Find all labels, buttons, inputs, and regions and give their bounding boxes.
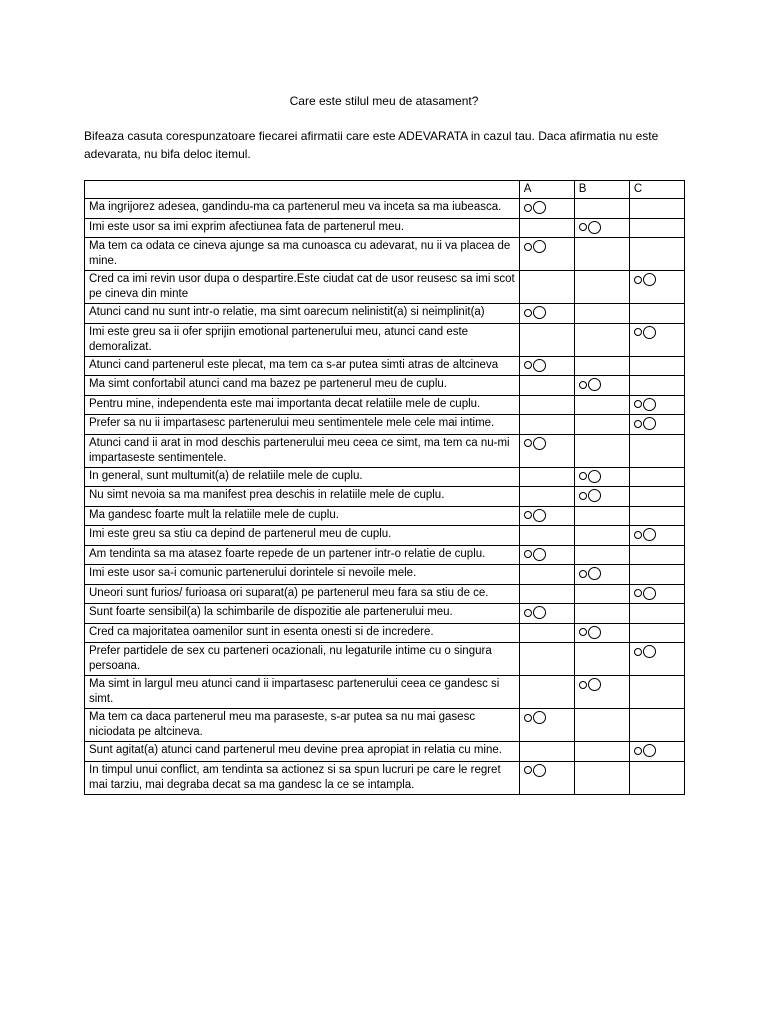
radio-option-b[interactable] (579, 626, 601, 639)
option-cell-b (574, 434, 629, 467)
small-circle-icon (524, 714, 532, 722)
option-cell-c (629, 604, 684, 624)
table-body (85, 199, 685, 795)
option-cell-a (519, 467, 574, 487)
radio-option-c[interactable] (634, 398, 656, 411)
option-cell-c (629, 323, 684, 356)
table-row (85, 395, 685, 415)
option-cell-a (519, 415, 574, 435)
radio-option-b[interactable] (579, 221, 601, 234)
option-cell-c (629, 271, 684, 304)
table-row (85, 565, 685, 585)
table-header-row (85, 181, 685, 199)
statement-text: Prefer sa nu ii impartasesc partenerului meu sentimentele mele cele mai intime. (85, 415, 520, 435)
option-cell-b (574, 742, 629, 762)
small-circle-icon (524, 243, 532, 251)
radio-option-a[interactable] (524, 359, 546, 372)
radio-option-c[interactable] (634, 528, 656, 541)
radio-option-b[interactable] (579, 470, 601, 483)
attachment-quiz-table (84, 180, 685, 795)
statement-text: Imi este greu sa ii ofer sprijin emotional partenerului meu, atunci cand este demoralizat. (85, 323, 520, 356)
table-row (85, 676, 685, 709)
option-cell-b (574, 623, 629, 643)
small-circle-icon (579, 681, 587, 689)
option-cell-a (519, 271, 574, 304)
radio-circle-icon (533, 548, 546, 561)
radio-circle-icon (643, 744, 656, 757)
radio-circle-icon (588, 489, 601, 502)
statement-text: Sunt foarte sensibil(a) la schimbarile de dispozitie ale partenerului meu. (85, 604, 520, 624)
option-cell-a (519, 709, 574, 742)
header-a: A (519, 181, 574, 199)
small-circle-icon (524, 609, 532, 617)
statement-text: Ma tem ca odata ce cineva ajunge sa ma cunoasca cu adevarat, nu ii va placea de mine. (85, 238, 520, 271)
statement-text: Sunt agitat(a) atunci cand partenerul meu devine prea apropiat in relatia cu mine. (85, 742, 520, 762)
radio-option-c[interactable] (634, 744, 656, 757)
table-row (85, 356, 685, 376)
option-cell-c (629, 487, 684, 507)
small-circle-icon (634, 400, 642, 408)
radio-option-b[interactable] (579, 489, 601, 502)
table-row (85, 199, 685, 219)
page-title: Care este stilul meu de atasament? (289, 94, 479, 108)
radio-option-a[interactable] (524, 240, 546, 253)
small-circle-icon (524, 204, 532, 212)
radio-option-c[interactable] (634, 417, 656, 430)
statement-text: Prefer partidele de sex cu parteneri ocazionali, nu legaturile intime cu o singura persoana. (85, 643, 520, 676)
option-cell-a (519, 545, 574, 565)
radio-circle-icon (533, 437, 546, 450)
statement-text: Ma gandesc foarte mult la relatiile mele de cuplu. (85, 506, 520, 526)
statement-text: Atunci cand ii arat in mod deschis partenerului meu ceea ce simt, ma tem ca nu-mi impartaseste sentimentele. (85, 434, 520, 467)
radio-circle-icon (533, 764, 546, 777)
small-circle-icon (634, 589, 642, 597)
statement-text: Pentru mine, independenta este mai importanta decat relatiile mele de cuplu. (85, 395, 520, 415)
radio-circle-icon (588, 567, 601, 580)
statement-text: Imi este usor sa imi exprim afectiunea fata de partenerul meu. (85, 218, 520, 238)
option-cell-b (574, 506, 629, 526)
option-cell-b (574, 271, 629, 304)
option-cell-b (574, 526, 629, 546)
radio-circle-icon (588, 678, 601, 691)
radio-circle-icon (588, 378, 601, 391)
radio-circle-icon (533, 711, 546, 724)
option-cell-a (519, 304, 574, 324)
radio-circle-icon (533, 509, 546, 522)
option-cell-b (574, 676, 629, 709)
radio-circle-icon (533, 359, 546, 372)
small-circle-icon (634, 420, 642, 428)
radio-circle-icon (643, 398, 656, 411)
option-cell-a (519, 218, 574, 238)
instructions: Bifeaza casuta corespunzatoare fiecarei afirmatii care este ADEVARATA in cazul tau. Daca afirmatia nu este adevarata, nu bifa deloc itemul. (84, 129, 659, 161)
radio-option-c[interactable] (634, 587, 656, 600)
radio-option-c[interactable] (634, 273, 656, 286)
table-row (85, 323, 685, 356)
option-cell-c (629, 526, 684, 546)
radio-circle-icon (588, 626, 601, 639)
option-cell-b (574, 643, 629, 676)
table-row (85, 376, 685, 396)
radio-circle-icon (643, 587, 656, 600)
radio-circle-icon (643, 326, 656, 339)
option-cell-c (629, 584, 684, 604)
small-circle-icon (579, 570, 587, 578)
small-circle-icon (524, 766, 532, 774)
option-cell-a (519, 506, 574, 526)
statement-text: Imi este usor sa-i comunic partenerului dorintele si nevoile mele. (85, 565, 520, 585)
small-circle-icon (524, 439, 532, 447)
option-cell-a (519, 434, 574, 467)
option-cell-a (519, 199, 574, 219)
small-circle-icon (579, 223, 587, 231)
option-cell-b (574, 761, 629, 794)
option-cell-b (574, 323, 629, 356)
small-circle-icon (579, 381, 587, 389)
radio-option-b[interactable] (579, 378, 601, 391)
option-cell-b (574, 415, 629, 435)
statement-text: Ma ingrijorez adesea, gandindu-ma ca partenerul meu va inceta sa ma iubeasca. (85, 199, 520, 219)
option-cell-b (574, 467, 629, 487)
small-circle-icon (634, 328, 642, 336)
small-circle-icon (579, 628, 587, 636)
small-circle-icon (634, 276, 642, 284)
table-row (85, 526, 685, 546)
statement-text: Cred ca majoritatea oamenilor sunt in esenta onesti si de incredere. (85, 623, 520, 643)
option-cell-c (629, 742, 684, 762)
radio-circle-icon (643, 273, 656, 286)
radio-option-c[interactable] (634, 645, 656, 658)
option-cell-a (519, 487, 574, 507)
option-cell-b (574, 395, 629, 415)
small-circle-icon (579, 472, 587, 480)
option-cell-c (629, 709, 684, 742)
statement-text: Cred ca imi revin usor dupa o despartire.Este ciudat cat de usor reusesc sa imi scot pe cineva din minte (85, 271, 520, 304)
statement-text: Atunci cand partenerul este plecat, ma tem ca s-ar putea simti atras de altcineva (85, 356, 520, 376)
option-cell-c (629, 467, 684, 487)
radio-option-b[interactable] (579, 567, 601, 580)
option-cell-a (519, 395, 574, 415)
small-circle-icon (579, 492, 587, 500)
table-row (85, 623, 685, 643)
table-row (85, 434, 685, 467)
option-cell-b (574, 709, 629, 742)
option-cell-a (519, 238, 574, 271)
small-circle-icon (634, 747, 642, 755)
option-cell-c (629, 304, 684, 324)
option-cell-a (519, 623, 574, 643)
radio-circle-icon (643, 528, 656, 541)
table-row (85, 742, 685, 762)
radio-option-c[interactable] (634, 326, 656, 339)
small-circle-icon (524, 550, 532, 558)
table-row (85, 761, 685, 794)
option-cell-c (629, 623, 684, 643)
option-cell-b (574, 487, 629, 507)
option-cell-a (519, 584, 574, 604)
option-cell-c (629, 761, 684, 794)
radio-option-a[interactable] (524, 711, 546, 724)
statement-text: Imi este greu sa stiu ca depind de partenerul meu de cuplu. (85, 526, 520, 546)
small-circle-icon (524, 361, 532, 369)
option-cell-c (629, 545, 684, 565)
radio-circle-icon (533, 240, 546, 253)
statement-text: Atunci cand nu sunt intr-o relatie, ma simt oarecum nelinistit(a) si neimplinit(a) (85, 304, 520, 324)
option-cell-a (519, 761, 574, 794)
statement-text: Am tendinta sa ma atasez foarte repede de un partener intr-o relatie de cuplu. (85, 545, 520, 565)
small-circle-icon (524, 309, 532, 317)
radio-option-a[interactable] (524, 548, 546, 561)
statement-text: Ma simt confortabil atunci cand ma bazez pe partenerul meu de cuplu. (85, 376, 520, 396)
radio-circle-icon (643, 417, 656, 430)
small-circle-icon (524, 511, 532, 519)
option-cell-b (574, 545, 629, 565)
radio-option-a[interactable] (524, 306, 546, 319)
option-cell-a (519, 565, 574, 585)
radio-option-a[interactable] (524, 437, 546, 450)
small-circle-icon (634, 531, 642, 539)
table-row (85, 643, 685, 676)
option-cell-c (629, 415, 684, 435)
option-cell-a (519, 356, 574, 376)
statement-text: Uneori sunt furios/ furioasa ori suparat(a) pe partenerul meu fara sa stiu de ce. (85, 584, 520, 604)
table-row (85, 584, 685, 604)
radio-circle-icon (588, 470, 601, 483)
option-cell-c (629, 238, 684, 271)
option-cell-a (519, 604, 574, 624)
table-row (85, 506, 685, 526)
table-row (85, 304, 685, 324)
header-c: C (629, 181, 684, 199)
option-cell-b (574, 604, 629, 624)
table-row (85, 709, 685, 742)
option-cell-b (574, 376, 629, 396)
option-cell-b (574, 584, 629, 604)
table-row (85, 238, 685, 271)
radio-option-a[interactable] (524, 606, 546, 619)
radio-circle-icon (588, 221, 601, 234)
option-cell-c (629, 506, 684, 526)
radio-option-a[interactable] (524, 201, 546, 214)
table-row (85, 271, 685, 304)
option-cell-a (519, 526, 574, 546)
option-cell-a (519, 323, 574, 356)
option-cell-b (574, 356, 629, 376)
radio-option-a[interactable] (524, 509, 546, 522)
radio-option-b[interactable] (579, 678, 601, 691)
option-cell-c (629, 395, 684, 415)
statement-text: Ma simt in largul meu atunci cand ii impartasesc partenerului ceea ce gandesc si simt. (85, 676, 520, 709)
table-row (85, 415, 685, 435)
table-row (85, 545, 685, 565)
radio-option-a[interactable] (524, 764, 546, 777)
statement-text: Ma tem ca daca partenerul meu ma paraseste, s-ar putea sa nu mai gasesc niciodata pe altcineva. (85, 709, 520, 742)
table-row (85, 604, 685, 624)
statement-text: In timpul unui conflict, am tendinta sa actionez si sa spun lucruri pe care le regret mai tarziu, mai degraba decat sa ma gandesc la ce se intampla. (85, 761, 520, 794)
statement-text: Nu simt nevoia sa ma manifest prea deschis in relatiile mele de cuplu. (85, 487, 520, 507)
radio-circle-icon (643, 645, 656, 658)
option-cell-b (574, 304, 629, 324)
header-b: B (574, 181, 629, 199)
option-cell-b (574, 218, 629, 238)
option-cell-c (629, 434, 684, 467)
option-cell-a (519, 676, 574, 709)
option-cell-c (629, 218, 684, 238)
option-cell-c (629, 676, 684, 709)
option-cell-a (519, 376, 574, 396)
option-cell-b (574, 238, 629, 271)
option-cell-c (629, 356, 684, 376)
table-row (85, 467, 685, 487)
radio-circle-icon (533, 606, 546, 619)
radio-circle-icon (533, 201, 546, 214)
option-cell-a (519, 643, 574, 676)
table-row (85, 487, 685, 507)
option-cell-c (629, 199, 684, 219)
option-cell-c (629, 643, 684, 676)
statement-text: In general, sunt multumit(a) de relatiile mele de cuplu. (85, 467, 520, 487)
option-cell-b (574, 199, 629, 219)
small-circle-icon (634, 648, 642, 656)
radio-circle-icon (533, 306, 546, 319)
option-cell-b (574, 565, 629, 585)
option-cell-a (519, 742, 574, 762)
header-statement (85, 181, 520, 199)
option-cell-c (629, 565, 684, 585)
option-cell-c (629, 376, 684, 396)
table-row (85, 218, 685, 238)
